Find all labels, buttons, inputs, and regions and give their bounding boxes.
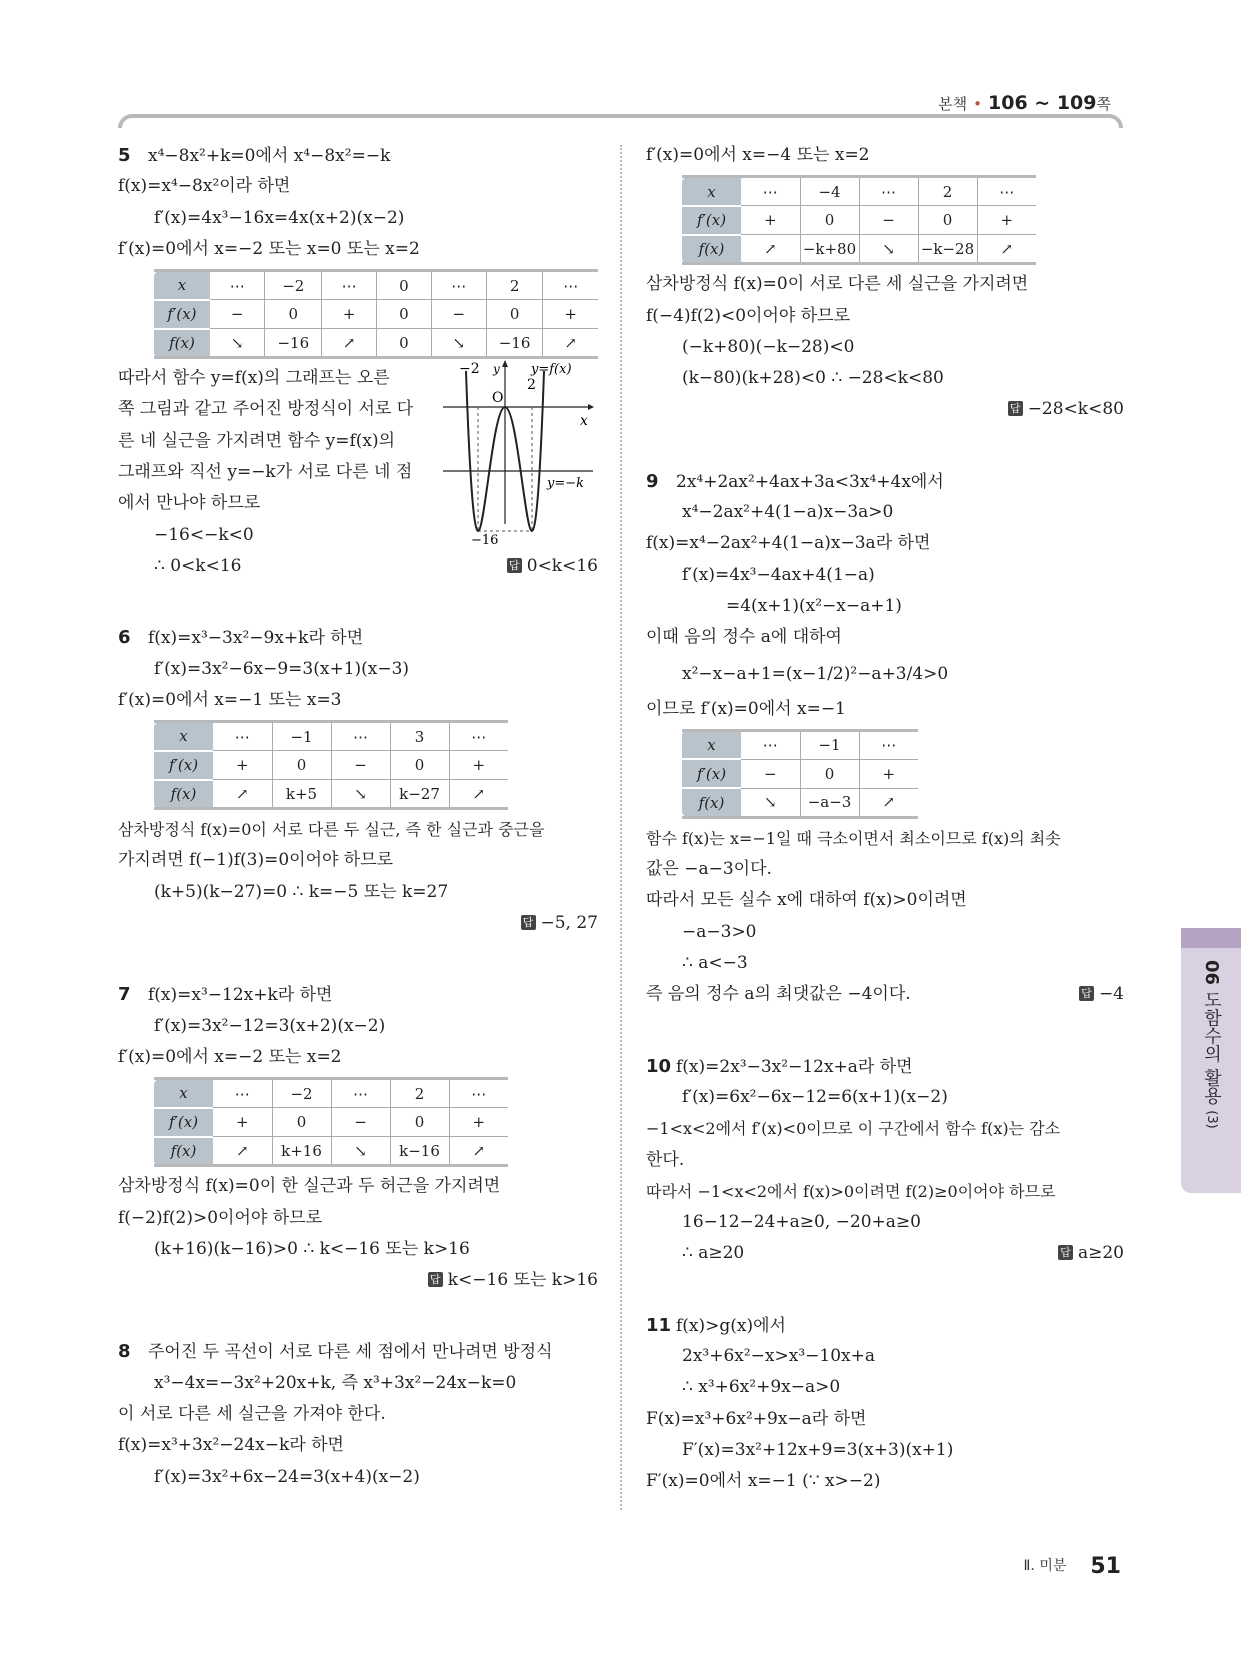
solution-line: f(−4)f(2)<0이어야 하므로 [646,305,850,326]
solution-line: f(x)>g(x)에서 [676,1315,786,1336]
solution-line: x²−x−a+1=(x−1/2)²−a+3/4>0 [682,663,949,684]
svg-text:y: y [493,362,500,377]
solution-line: 따라서 −1<x<2에서 f(x)>0이려면 f(2)≥0이어야 하므로 [646,1181,1056,1201]
answer: 답 0<k<16 [507,551,598,582]
answer-mark-icon: 답 [507,558,522,573]
svg-text:x: x [580,413,588,430]
answer-mark-icon: 답 [1079,986,1094,1001]
solution-line: ∴ x³+6x²+9x−a>0 [682,1377,841,1398]
solution-line: f′(x)=6x²−6x−12=6(x+1)(x−2) [682,1086,948,1107]
problem-number: 5 [118,145,131,166]
solution-5 [118,140,598,582]
solution-line: x⁴−2ax²+4(1−a)x−3a>0 [682,502,894,523]
solution-line: 삼차방정식 f(x)=0이 한 실근과 두 허근을 가지려면 [118,1176,501,1197]
solution-line: (k+5)(k−27)=0 ∴ k=−5 또는 k=27 [154,881,449,902]
answer-mark-icon: 답 [1008,401,1023,416]
solution-line: 즉 음의 정수 a의 최댓값은 −4이다. [646,984,911,1005]
solution-line: f(x)=x³+3x²−24x−k라 하면 [118,1435,344,1456]
solution-line: x³−4x=−3x²+20x+k, 즉 x³+3x²−24x−k=0 [154,1372,517,1393]
solution-line: x⁴−8x²+k=0에서 x⁴−8x²=−k [148,146,391,166]
problem-number: 11 [646,1314,672,1336]
solution-line: f(x)=x³−3x²−9x+k라 하면 [148,628,364,649]
variation-table: x ⋯ −2 ⋯ 2 ⋯ f′(x) + 0 − 0 + f(x) ↗ k+16 ↘ k−16 ↗ [154,1077,508,1167]
bullet-dot-icon: • [973,95,983,113]
solution-line: 주어진 두 곡선이 서로 다른 세 점에서 만나려면 방정식 [148,1342,553,1363]
solution-line: (−k+80)(−k−28)<0 [682,336,855,357]
solution-line: −a−3>0 [682,921,757,942]
page-footer [1024,1554,1121,1579]
solution-7 [118,979,598,1296]
problem-number: 8 [118,1341,131,1363]
solution-line: 이 서로 다른 세 실근을 가져야 한다. [118,1404,386,1425]
solution-line: 삼차방정식 f(x)=0이 서로 다른 두 실근, 즉 한 실근과 중근을 [118,820,545,840]
solution-9 [646,466,1124,1011]
variation-table: x ⋯ −1 ⋯ 3 ⋯ f′(x) + 0 − 0 + f(x) ↗ k+5 ↘ k−27 ↗ [154,720,508,810]
solution-line: f′(x)=3x²−12=3(x+2)(x−2) [154,1015,386,1036]
answer: 답 −5, 27 [118,908,598,939]
solution-line: 한다. [646,1149,685,1170]
variation-table: x ⋯ −4 ⋯ 2 ⋯ f′(x) + 0 − 0 + f(x) ↗ −k+80 ↘ −k−28 ↗ [682,175,1036,265]
solution-line: =4(x+1)(x²−x−a+1) [726,595,902,616]
solution-line: f′(x)=0에서 x=−1 또는 x=3 [118,689,342,710]
solution-line: (k+16)(k−16)>0 ∴ k<−16 또는 k>16 [154,1238,470,1259]
chapter-side-tab[interactable] [1181,928,1241,1193]
right-column [646,140,1124,1498]
answer: 답 k<−16 또는 k>16 [118,1265,598,1296]
quartic-graph [443,359,593,549]
solution-line: f′(x)=0에서 x=−2 또는 x=2 [118,1046,342,1067]
svg-text:O: O [492,390,504,407]
section-label: Ⅱ. 미분 [1023,1558,1067,1574]
solution-line: f(−2)f(2)>0이어야 하므로 [118,1207,322,1228]
solution-line: −1<x<2에서 f′(x)<0이므로 이 구간에서 함수 f(x)는 감소 [646,1119,1061,1139]
solution-line: 른 네 실근을 가지려면 함수 y=f(x)의 [118,430,396,451]
solution-11 [646,1310,1124,1498]
solution-line: 2x⁴+2ax²+4ax+3a<3x⁴+4x에서 [676,471,944,492]
problem-number: 10 [646,1055,672,1077]
solution-line: ∴ a≥20 [682,1243,745,1264]
book-label: 본책 [938,95,968,113]
problem-number: 6 [118,627,131,649]
svg-text:2: 2 [527,377,536,394]
solution-10 [646,1051,1124,1270]
problem-number: 9 [646,470,659,492]
side-tab-band [1181,928,1241,948]
solution-line: 그래프와 직선 y=−k가 서로 다른 네 점 [118,462,413,483]
solution-6 [118,622,598,939]
answer: 답 −4 [1079,979,1124,1010]
solution-line: ∴ 0<k<16 [154,555,242,576]
solution-line: 따라서 모든 실수 x에 대하여 f(x)>0이려면 [646,890,967,911]
answer-mark-icon: 답 [521,915,536,930]
solution-line: f(x)=x⁴−8x²이라 하면 [118,176,291,197]
svg-text:−16: −16 [471,533,499,549]
solution-line: F′(x)=3x²+12x+9=3(x+3)(x+1) [682,1439,954,1460]
problem-number: 7 [118,984,131,1006]
solution-line: f(x)=x⁴−2ax²+4(1−a)x−3a라 하면 [646,533,931,554]
left-column [118,140,598,1493]
solution-line: 함수 f(x)는 x=−1일 때 극소이면서 최소이므로 f(x)의 최솟 [646,828,1061,848]
page-number: 51 [1090,1554,1121,1579]
answer: 답 −28<k<80 [646,394,1124,425]
solution-line: f′(x)=0에서 x=−4 또는 x=2 [646,145,870,165]
solution-line: 이때 음의 정수 a에 대하여 [646,627,842,648]
solution-line: 가지려면 f(−1)f(3)=0이어야 하므로 [118,850,394,871]
solution-line: 이므로 f′(x)=0에서 x=−1 [646,698,846,719]
solution-line: −16<−k<0 [154,524,254,545]
solution-line: f′(x)=3x²−6x−9=3(x+1)(x−3) [154,658,410,679]
solution-line: ∴ a<−3 [682,953,748,974]
solution-line: 삼차방정식 f(x)=0이 서로 다른 세 실근을 가지려면 [646,274,1029,295]
solution-line: F(x)=x³+6x²+9x−a라 하면 [646,1408,867,1429]
page-suffix: 쪽 [1096,95,1111,113]
solution-line: 16−12−24+a≥0, −20+a≥0 [682,1212,921,1233]
chapter-title: 06 도함수의 활용 (3) [1201,960,1222,1129]
solution-line: f′(x)=0에서 x=−2 또는 x=0 또는 x=2 [118,238,420,259]
solution-line: 따라서 함수 y=f(x)의 그래프는 오른 [118,368,390,389]
book-page-reference [938,92,1111,114]
solution-line: f(x)=x³−12x+k라 하면 [148,985,333,1006]
solution-line: 값은 −a−3이다. [646,859,772,880]
solution-line: f′(x)=4x³−16x=4x(x+2)(x−2) [154,207,405,228]
page-range: 106 ~ 109 [988,92,1097,114]
solution-line: f(x)=2x³−3x²−12x+a라 하면 [676,1056,913,1077]
column-divider [620,145,622,1510]
answer-mark-icon: 답 [428,1272,443,1287]
solution-line: 2x³+6x²−x>x³−10x+a [682,1346,876,1367]
svg-text:y=f(x): y=f(x) [531,362,572,378]
solution-line: 쪽 그림과 같고 주어진 방정식이 서로 다 [118,399,414,420]
solution-8 [118,1336,598,1492]
svg-text:y=−k: y=−k [547,476,585,492]
solution-line: F′(x)=0에서 x=−1 (∵ x>−2) [646,1471,881,1492]
solution-line: f′(x)=4x³−4ax+4(1−a) [682,564,875,585]
solution-line: (k−80)(k+28)<0 ∴ −28<k<80 [682,368,944,389]
variation-table: x ⋯ −2 ⋯ 0 ⋯ 2 ⋯ f′(x) − 0 + 0 − 0 + f(x) ↘ −16 ↗ 0 ↘ −16 ↗ [154,269,598,359]
solution-line: 에서 만나야 하므로 [118,493,261,514]
header-rule [118,114,1123,128]
answer: 답 a≥20 [1058,1238,1124,1269]
solution-line: f′(x)=3x²+6x−24=3(x+4)(x−2) [154,1466,420,1487]
solution-8-continued [646,140,1124,426]
svg-text:−2: −2 [459,361,480,378]
answer-mark-icon: 답 [1058,1245,1073,1260]
variation-table: x ⋯ −1 ⋯ f′(x) − 0 + f(x) ↘ −a−3 ↗ [682,729,918,819]
